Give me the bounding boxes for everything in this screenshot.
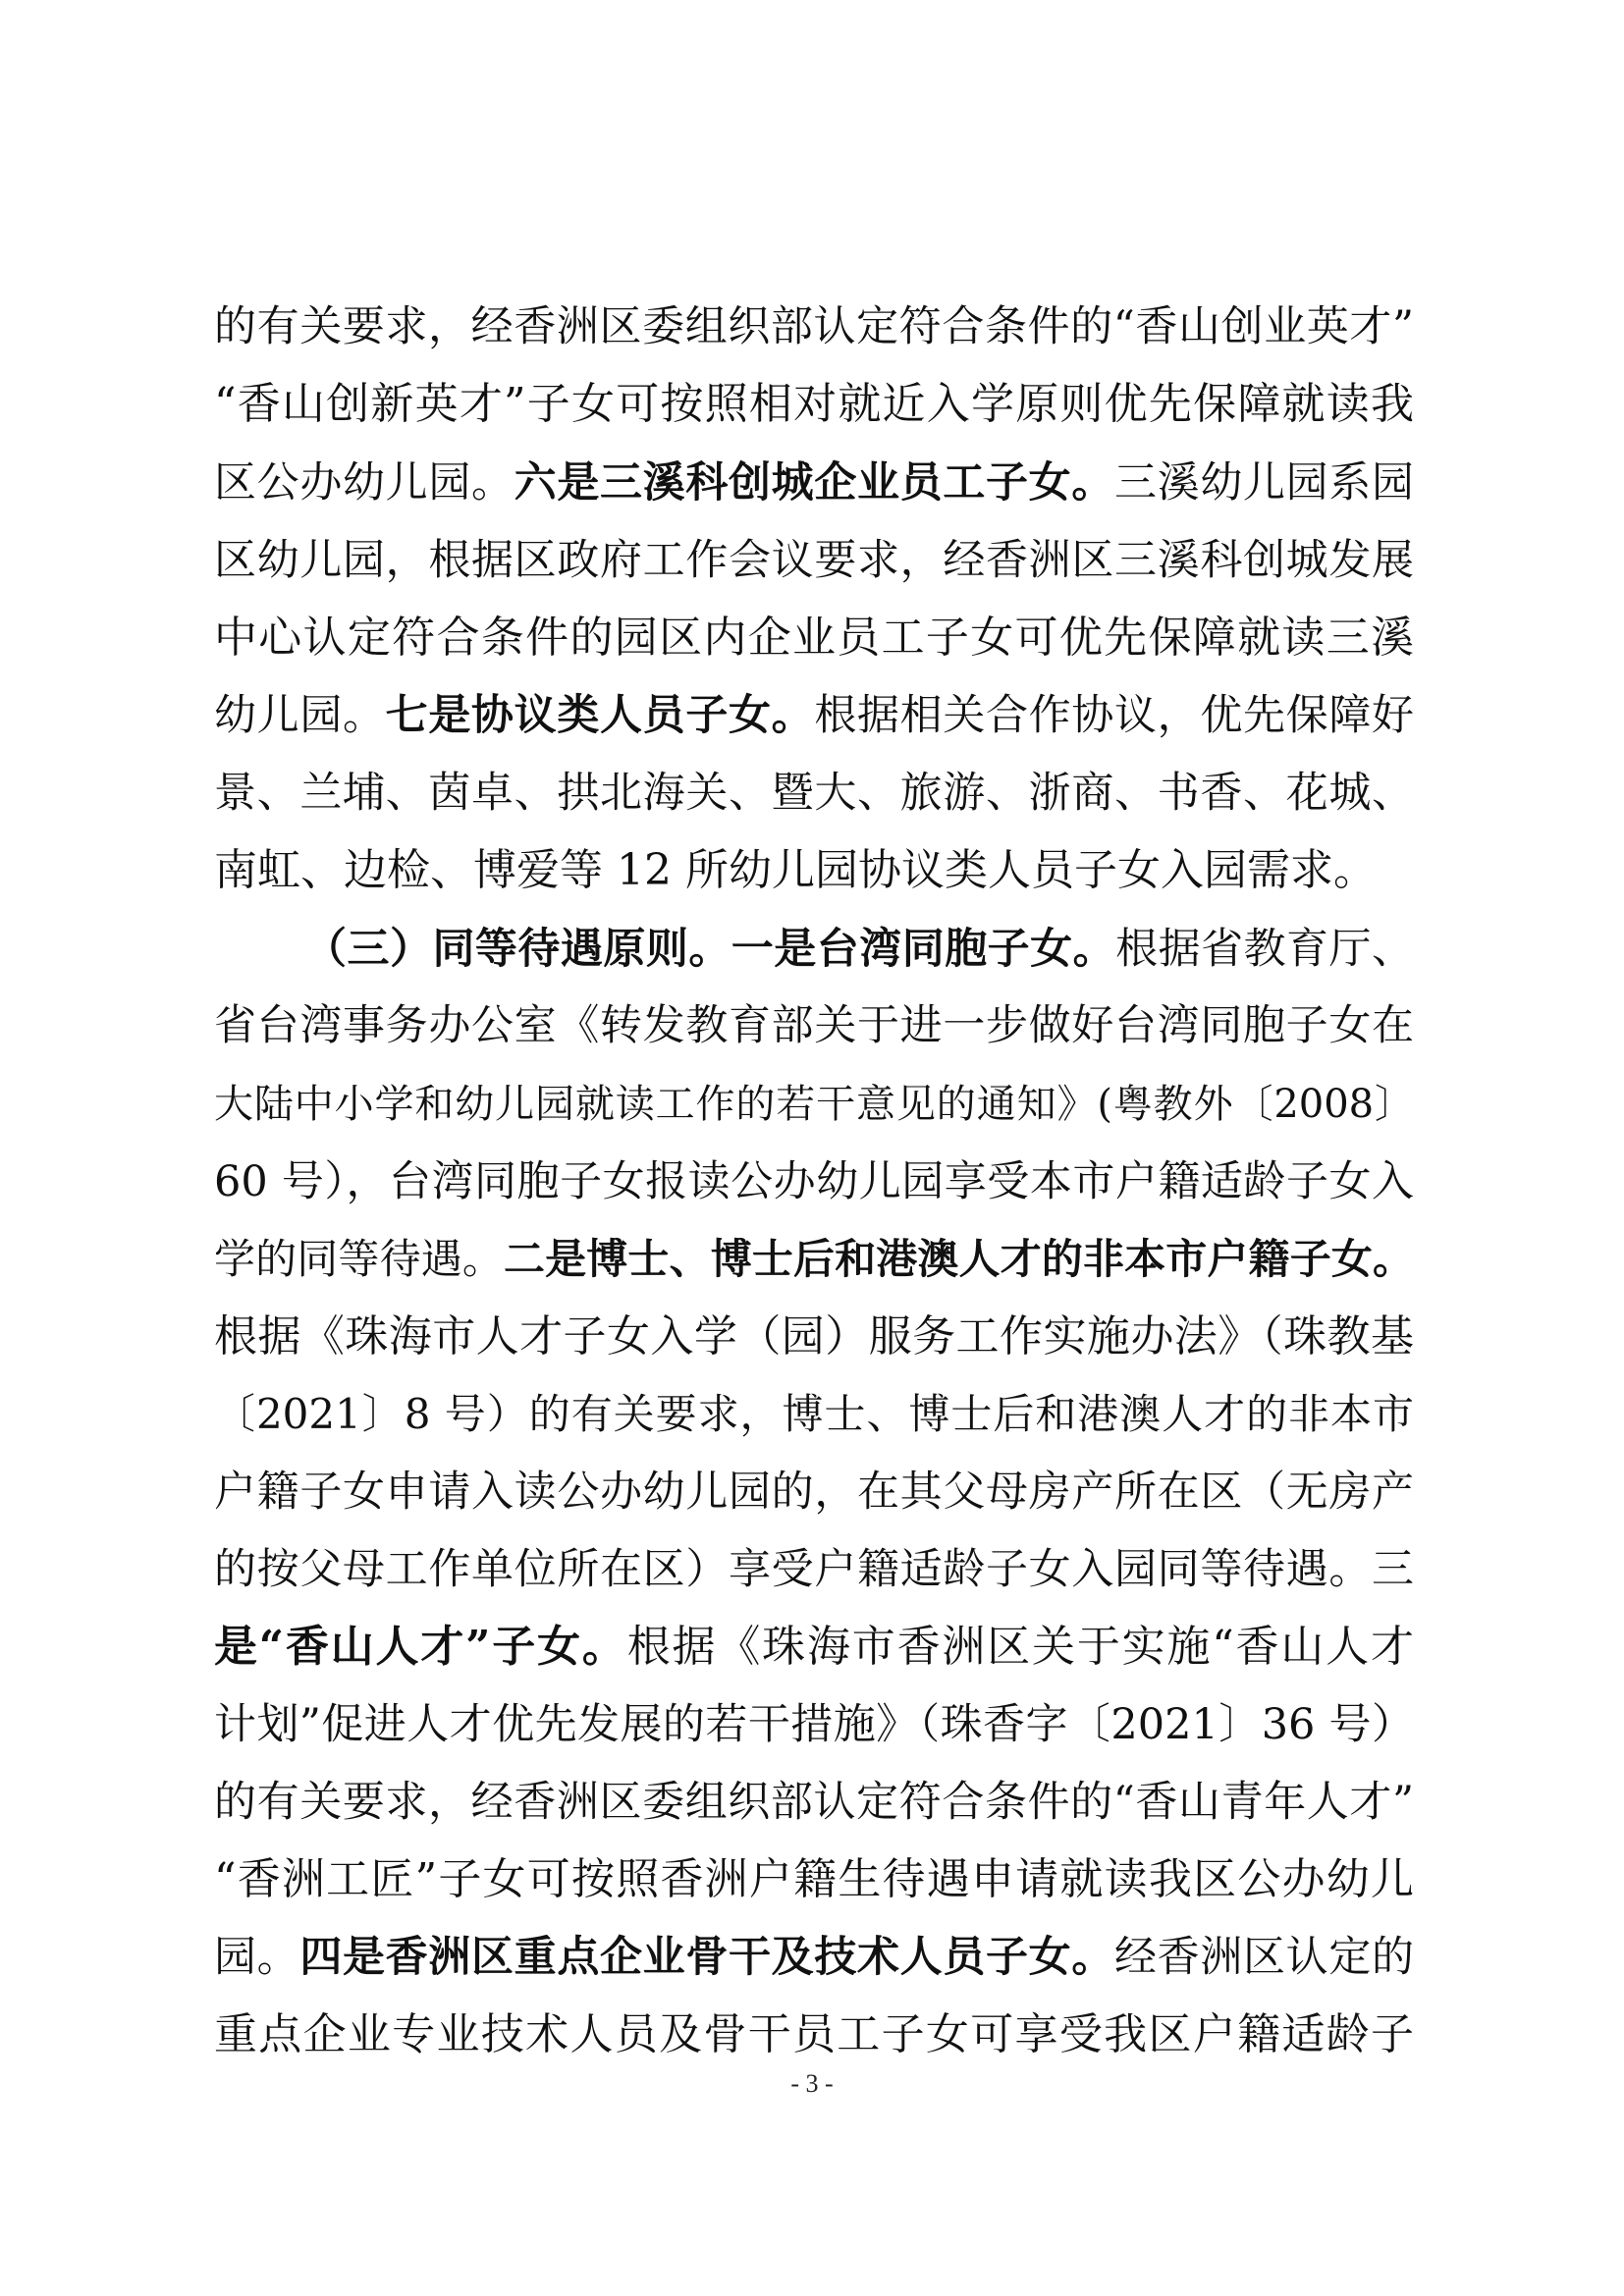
- text-run: “香洲工匠”子女可按照香洲户籍生待遇申请就读我区公办幼儿: [214, 1854, 1414, 1904]
- text-line: [214, 599, 1414, 677]
- text-line: [214, 1375, 1414, 1454]
- text-run: 园。: [214, 1933, 300, 1982]
- section-heading-line: [304, 910, 1414, 988]
- text-run: 省台湾事务办公室《转发教育部关于进一步做好台湾同胞子女在: [214, 1001, 1414, 1050]
- text-run: 学的同等待遇。: [214, 1235, 504, 1283]
- text-run: 的按父母工作单位所在区）享受户籍适龄子女入园同等待遇。三: [214, 1545, 1414, 1594]
- text-line: [214, 1608, 1414, 1686]
- text-line: [214, 754, 1414, 832]
- text-line: [214, 1065, 1414, 1144]
- text-run: 三溪幼儿园系园: [1114, 458, 1415, 507]
- page-number: - 3 -: [790, 2069, 834, 2098]
- text-line: [214, 1996, 1414, 2074]
- text-run: 60 号），台湾同胞子女报读公办幼儿园享受本市户籍适龄子女入: [214, 1157, 1414, 1206]
- text-line: [214, 521, 1414, 600]
- text-line: [214, 1685, 1414, 1764]
- bold-heading-run: 七是协议类人员子女。: [385, 691, 815, 740]
- text-run: 根据省教育厅、: [1115, 925, 1415, 974]
- text-run: 中心认定符合条件的园区内企业员工子女可优先保障就读三溪: [214, 613, 1414, 663]
- text-run: 幼儿园。: [214, 691, 386, 740]
- text-run: 区公办幼儿园。: [214, 458, 514, 507]
- text-run: 户籍子女申请入读公办幼儿园的，在其父母房产所在区（无房产: [214, 1468, 1414, 1517]
- text-run: “香山创新英才”子女可按照相对就近入学原则优先保障就读我: [214, 379, 1414, 429]
- text-line: [214, 1298, 1414, 1376]
- bold-heading-run: 六是三溪科创城企业员工子女。: [514, 458, 1115, 507]
- bold-heading-run: 是“香山人才”子女。: [214, 1622, 627, 1672]
- text-run: 的有关要求，经香洲区委组织部认定符合条件的“香山创业英才”: [214, 302, 1414, 351]
- text-line: [214, 1841, 1414, 1919]
- text-run: 重点企业专业技术人员及骨干员工子女可享受我区户籍适龄子: [214, 2009, 1414, 2059]
- text-run: 根据《珠海市人才子女入学（园）服务工作实施办法》（珠教基: [214, 1311, 1414, 1362]
- bold-heading-run: 四是香洲区重点企业骨干及技术人员子女。: [299, 1933, 1115, 1982]
- text-run: 经香洲区认定的: [1114, 1933, 1415, 1982]
- text-line: [214, 676, 1414, 755]
- text-line: [214, 1918, 1414, 1997]
- text-line: [214, 365, 1414, 444]
- text-run: 的有关要求，经香洲区委组织部认定符合条件的“香山青年人才”: [214, 1778, 1414, 1827]
- text-run: 景、兰埔、茵卓、拱北海关、暨大、旅游、浙商、书香、花城、: [214, 769, 1414, 818]
- text-line: [214, 1453, 1414, 1531]
- bold-heading-run: 二是博士、博士后和港澳人才的非本市户籍子女。: [504, 1235, 1414, 1283]
- text-line: [214, 1220, 1414, 1299]
- text-run: 计划”促进人才优先发展的若干措施》（珠香字〔2021〕36 号）: [214, 1700, 1414, 1749]
- text-line: [214, 987, 1414, 1065]
- text-run: 根据《珠海市香洲区关于实施“香山人才: [626, 1622, 1414, 1672]
- text-run: 大陆中小学和幼儿园就读工作的若干意见的通知》(粤教外〔2008〕: [214, 1082, 1414, 1127]
- text-line: [214, 1763, 1414, 1842]
- text-run: 根据相关合作协议，优先保障好: [814, 691, 1415, 740]
- text-line: [214, 1530, 1414, 1609]
- text-run: 〔2021〕8 号）的有关要求，博士、博士后和港澳人才的非本市: [214, 1390, 1414, 1438]
- text-line: [214, 288, 1414, 366]
- text-line: [214, 1143, 1414, 1221]
- text-line: [214, 831, 1414, 910]
- text-run: 南虹、边检、博爱等 12 所幼儿园协议类人员子女入园需求。: [214, 845, 1377, 895]
- text-run: 区幼儿园，根据区政府工作会议要求，经香洲区三溪科创城发展: [214, 536, 1414, 585]
- text-line: [214, 444, 1414, 522]
- bold-heading-run: （三）同等待遇原则。一是台湾同胞子女。: [304, 925, 1116, 974]
